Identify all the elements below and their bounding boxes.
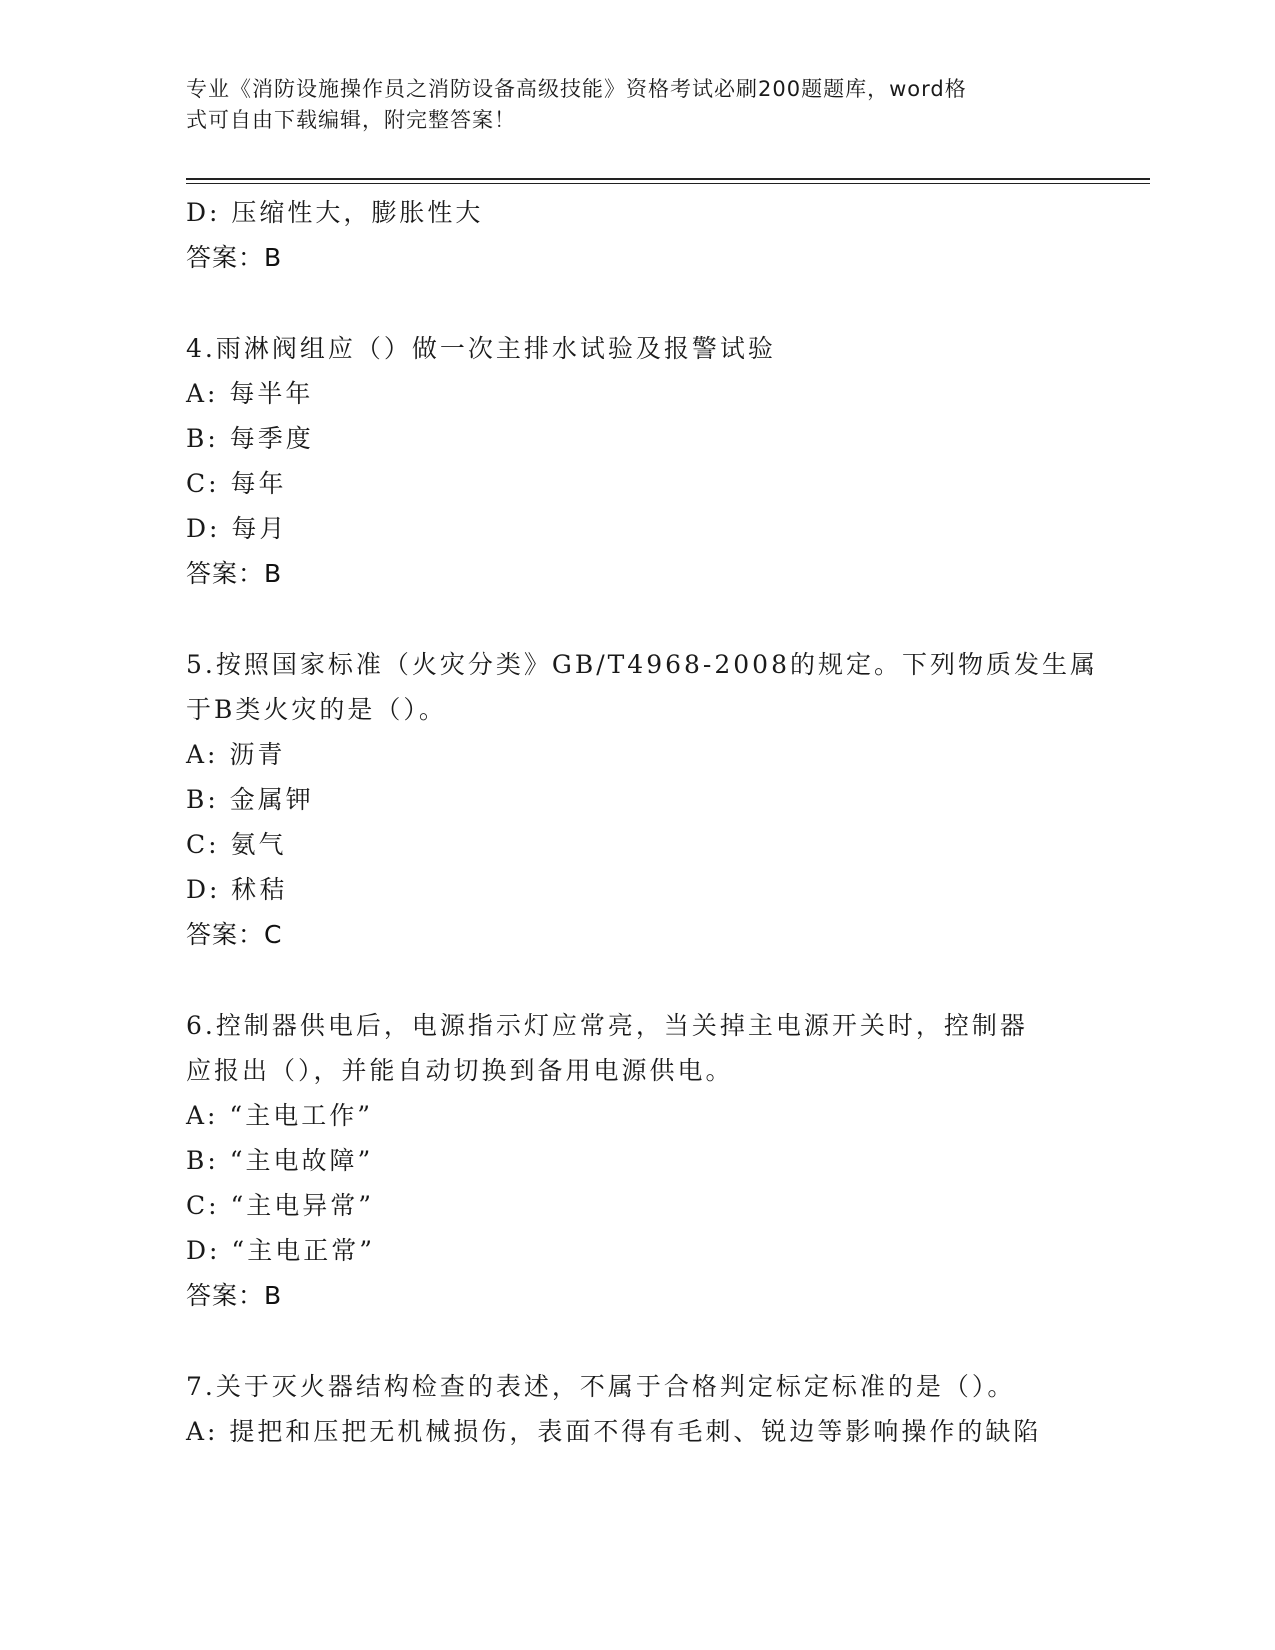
header-rule-thin [186, 183, 1150, 184]
header-line-1: 专业《消防设施操作员之消防设备高级技能》资格考试必刷200题题库，word格 [186, 77, 967, 101]
question-5 [186, 642, 1098, 957]
q4-option-b: B: 每季度 [186, 424, 314, 453]
q4-option-d: D: 每月 [186, 514, 288, 543]
q3-answer: 答案：B [186, 243, 283, 272]
q5-option-b: B: 金属钾 [186, 785, 314, 814]
q4-answer: 答案：B [186, 559, 283, 588]
q5-option-d: D: 秫秸 [186, 875, 288, 904]
document-header [186, 74, 1066, 136]
q5-option-c: C: 氨气 [186, 830, 287, 859]
q6-stem-line-2: 应报出（），并能自动切换到备用电源供电。 [186, 1056, 734, 1085]
question-6 [186, 1003, 1086, 1318]
question-list [186, 190, 1098, 1454]
q6-stem-line-1: 6.控制器供电后，电源指示灯应常亮，当关掉主电源开关时，控制器 [186, 1011, 1028, 1040]
question-3-tail [186, 190, 1086, 280]
header-rule-thick [186, 178, 1150, 180]
q6-answer: 答案：B [186, 1281, 283, 1310]
question-4 [186, 326, 1086, 596]
q6-option-b: B: “主电故障” [186, 1146, 374, 1175]
question-7 [186, 1364, 1086, 1454]
q5-stem-line-2: 于B类火灾的是（）。 [186, 695, 447, 724]
q6-option-d: D: “主电正常” [186, 1236, 375, 1265]
q4-option-c: C: 每年 [186, 469, 287, 498]
q7-stem: 7.关于灭火器结构检查的表述，不属于合格判定标定标准的是（）。 [186, 1372, 1016, 1401]
q6-option-c: C: “主电异常” [186, 1191, 375, 1220]
q6-option-a: A: “主电工作” [186, 1101, 373, 1130]
q5-answer: 答案：C [186, 920, 283, 949]
header-line-2: 式可自由下载编辑，附完整答案！ [186, 108, 516, 132]
q4-option-a: A: 每半年 [186, 379, 314, 408]
q5-stem-line-1: 5.按照国家标准（火灾分类》GB/T4968-2008的规定。下列物质发生属 [186, 650, 1098, 679]
q3-option-d: D: 压缩性大，膨胀性大 [186, 198, 484, 227]
q4-stem: 4.雨淋阀组应（）做一次主排水试验及报警试验 [186, 334, 776, 363]
q7-option-a: A: 提把和压把无机械损伤，表面不得有毛刺、锐边等影响操作的缺陷 [186, 1417, 1042, 1446]
q5-option-a: A: 沥青 [186, 740, 286, 769]
